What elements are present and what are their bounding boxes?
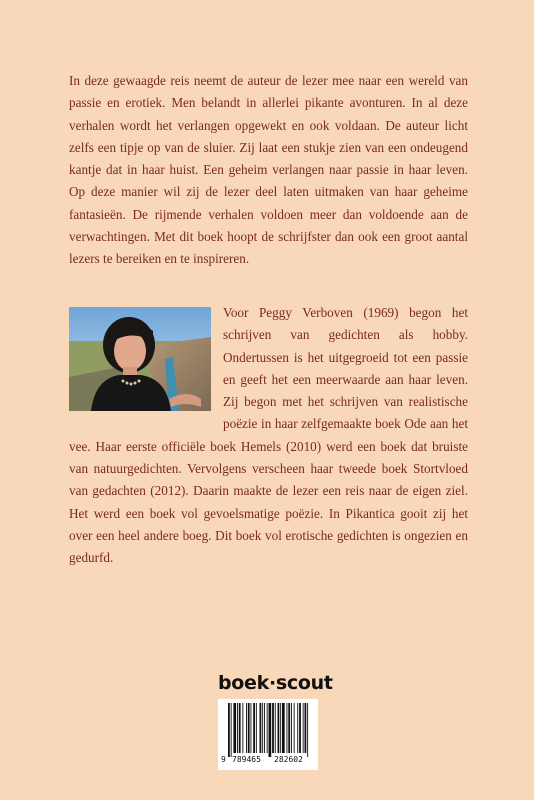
barcode-bar [248,703,250,753]
barcode-bar [303,703,304,753]
isbn-barcode [218,699,318,770]
barcode-bar [307,703,308,757]
publisher-logo-part1: boek [218,672,269,694]
barcode-bar [288,703,290,753]
barcode-bar [299,703,301,753]
barcode-bar [294,703,295,753]
barcode-bar [282,703,285,753]
barcode-bar [260,703,262,753]
barcode-bar [280,703,281,753]
barcode-bar [262,703,263,753]
publisher-logo-dot: · [268,672,276,694]
barcode-bar [239,703,241,753]
barcode-bar [242,703,243,753]
barcode-bar [278,703,280,753]
author-photo [69,307,211,411]
barcode-bar [264,703,265,753]
barcode-bar [269,703,272,757]
barcode-bar [297,703,298,753]
barcode-bar [253,703,255,753]
barcode-bar [267,703,268,753]
isbn-right-group: 282602 [274,755,303,764]
isbn-left-group: 789465 [232,755,261,764]
isbn-first-digit: 9 [221,755,226,764]
barcode-bar [291,703,292,753]
barcode-bar [275,703,276,753]
isbn-number [218,755,318,767]
author-section [69,302,468,570]
publisher-logo [218,672,333,696]
barcode-bar [287,703,288,753]
barcode-bar [256,703,257,753]
barcode-bar [305,703,307,753]
barcode-bar [228,703,230,757]
publisher-logo-part2: scout [275,672,333,694]
author-bio-text: Voor Peggy Verboven (1969) begon het schrijven van gedichten als hobby. Ondertussen is het uitgegroeid tot een passie en geeft het een meerwaarde aan haar leven. Zij begon met het schrijven van realistische poëzie in haar zelfgemaakte boek Ode aan het vee. Haar eerste officiële boek Hemels (2010) werd een boek dat bruiste van natuurgedichten. Vervolgens verscheen haar tweede boek Stortvloed van gedachten (2012). Daarin maakte de lezer een reis naar de eigen ziel. Het werd een boek vol gevoelsmatige poëzie. In Pikantica gooit zij het over een heel andere boeg. Dit boek vol erotische gedichten is ongezien en gedurfd. [69,305,468,566]
barcode-bar [233,703,236,753]
barcode-bar [231,703,232,757]
book-blurb: In deze gewaagde reis neemt de auteur de lezer mee naar een wereld van passie en erotiek. Men belandt in allerlei pikante avonturen. In al deze verhalen wordt het verlangen opgewekt en ook voldaan. De auteur licht zelfs een tipje op van de sluier. Zij laat een stukje zien van een ondeugend kantje dat in haar huist. Een geheim verlangen naar passie in haar leven. Op deze manier wil zij de lezer deel laten uitmaken van haar geheime fantasieën. De rijmende verhalen voldoen meer dan voldoende aan de verwachtingen. Met dit boek hoopt de schrijfster dan ook een groot aantal lezers te bereiken en te inspireren. [69,73,468,267]
barcode-bar [251,703,252,753]
barcode-bar [237,703,238,753]
barcode-bar [272,703,274,753]
barcode-bar [246,703,247,753]
